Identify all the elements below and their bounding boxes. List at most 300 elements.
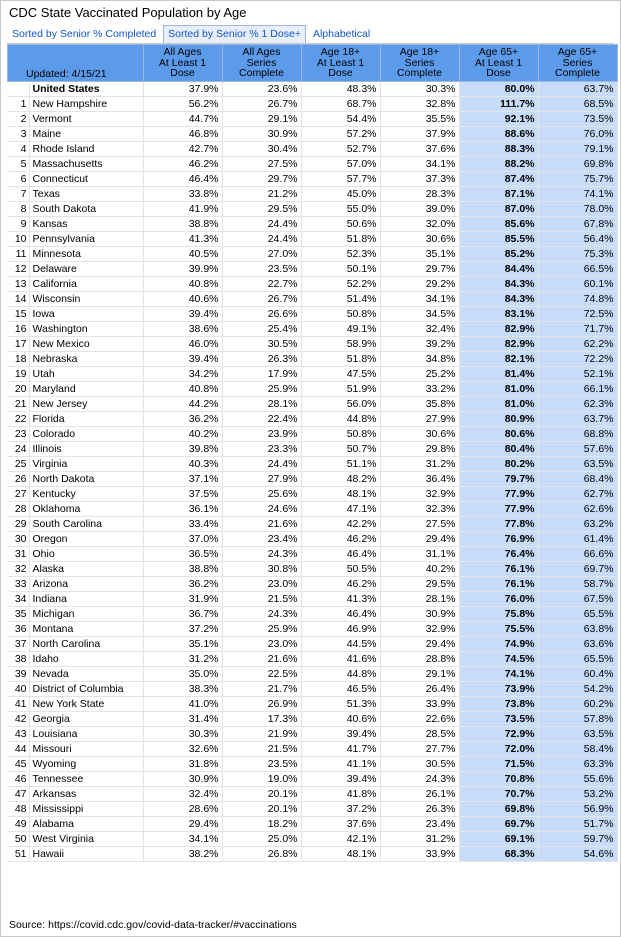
value-cell[interactable]: 26.1%	[380, 787, 459, 802]
value-cell[interactable]: 28.8%	[380, 652, 459, 667]
value-cell[interactable]: 17.3%	[222, 712, 301, 727]
value-cell[interactable]: 76.4%	[459, 547, 538, 562]
value-cell[interactable]: 31.2%	[380, 832, 459, 847]
value-cell[interactable]: 23.4%	[222, 532, 301, 547]
value-cell[interactable]: 39.8%	[143, 442, 222, 457]
value-cell[interactable]: 31.9%	[143, 592, 222, 607]
value-cell[interactable]: 75.7%	[538, 172, 617, 187]
value-cell[interactable]: 69.8%	[538, 157, 617, 172]
rank-cell[interactable]: 2	[8, 112, 30, 127]
value-cell[interactable]: 32.6%	[143, 742, 222, 757]
value-cell[interactable]: 25.9%	[222, 382, 301, 397]
value-cell[interactable]: 80.9%	[459, 412, 538, 427]
state-cell[interactable]: Wyoming	[29, 757, 143, 772]
value-cell[interactable]: 27.5%	[380, 517, 459, 532]
value-cell[interactable]: 80.2%	[459, 457, 538, 472]
rank-cell[interactable]: 3	[8, 127, 30, 142]
value-cell[interactable]: 73.9%	[459, 682, 538, 697]
value-cell[interactable]: 57.2%	[301, 127, 380, 142]
value-cell[interactable]: 63.8%	[538, 622, 617, 637]
rank-cell[interactable]: 8	[8, 202, 30, 217]
value-cell[interactable]: 39.0%	[380, 202, 459, 217]
rank-cell[interactable]: 29	[8, 517, 30, 532]
value-cell[interactable]: 24.4%	[222, 217, 301, 232]
value-cell[interactable]: 73.5%	[459, 712, 538, 727]
value-cell[interactable]: 44.2%	[143, 397, 222, 412]
value-cell[interactable]: 21.5%	[222, 742, 301, 757]
value-cell[interactable]: 52.3%	[301, 247, 380, 262]
value-cell[interactable]: 46.9%	[301, 622, 380, 637]
rank-cell[interactable]: 27	[8, 487, 30, 502]
value-cell[interactable]: 28.1%	[380, 592, 459, 607]
value-cell[interactable]: 39.4%	[143, 352, 222, 367]
value-cell[interactable]: 37.6%	[380, 142, 459, 157]
value-cell[interactable]: 82.1%	[459, 352, 538, 367]
value-cell[interactable]: 70.8%	[459, 772, 538, 787]
value-cell[interactable]: 60.1%	[538, 277, 617, 292]
value-cell[interactable]: 20.1%	[222, 787, 301, 802]
state-cell[interactable]: Pennsylvania	[29, 232, 143, 247]
value-cell[interactable]: 74.5%	[459, 652, 538, 667]
value-cell[interactable]: 27.0%	[222, 247, 301, 262]
value-cell[interactable]: 21.6%	[222, 652, 301, 667]
value-cell[interactable]: 24.3%	[222, 607, 301, 622]
rank-cell[interactable]: 22	[8, 412, 30, 427]
rank-cell[interactable]: 39	[8, 667, 30, 682]
value-cell[interactable]: 88.2%	[459, 157, 538, 172]
value-cell[interactable]: 51.8%	[301, 232, 380, 247]
state-cell[interactable]: Wisconsin	[29, 292, 143, 307]
value-cell[interactable]: 47.1%	[301, 502, 380, 517]
value-cell[interactable]: 49.1%	[301, 322, 380, 337]
value-cell[interactable]: 30.9%	[143, 772, 222, 787]
value-cell[interactable]: 76.0%	[538, 127, 617, 142]
rank-cell[interactable]: 37	[8, 637, 30, 652]
value-cell[interactable]: 33.8%	[143, 187, 222, 202]
value-cell[interactable]: 46.8%	[143, 127, 222, 142]
tab-sorted-by-senior-completed[interactable]: Sorted by Senior % Completed	[7, 25, 161, 43]
value-cell[interactable]: 76.1%	[459, 577, 538, 592]
state-cell[interactable]: Hawaii	[29, 847, 143, 862]
value-cell[interactable]: 30.6%	[380, 427, 459, 442]
value-cell[interactable]: 36.2%	[143, 577, 222, 592]
col-header-all-ages-dose[interactable]: All Ages At Least 1 Dose	[143, 45, 222, 82]
value-cell[interactable]: 46.2%	[301, 577, 380, 592]
value-cell[interactable]: 31.8%	[143, 757, 222, 772]
value-cell[interactable]: 46.2%	[301, 532, 380, 547]
value-cell[interactable]: 80.6%	[459, 427, 538, 442]
value-cell[interactable]: 40.8%	[143, 277, 222, 292]
value-cell[interactable]: 39.4%	[301, 727, 380, 742]
col-header-18-dose[interactable]: Age 18+ At Least 1 Dose	[301, 45, 380, 82]
value-cell[interactable]: 40.8%	[143, 382, 222, 397]
col-header-18-complete[interactable]: Age 18+ Series Complete	[380, 45, 459, 82]
value-cell[interactable]: 33.9%	[380, 847, 459, 862]
value-cell[interactable]: 72.2%	[538, 352, 617, 367]
value-cell[interactable]: 42.1%	[301, 832, 380, 847]
state-cell[interactable]: Iowa	[29, 307, 143, 322]
value-cell[interactable]: 26.4%	[380, 682, 459, 697]
value-cell[interactable]: 24.3%	[380, 772, 459, 787]
rank-cell[interactable]: 26	[8, 472, 30, 487]
value-cell[interactable]: 56.0%	[301, 397, 380, 412]
state-cell[interactable]: United States	[29, 82, 143, 97]
state-cell[interactable]: Louisiana	[29, 727, 143, 742]
value-cell[interactable]: 46.4%	[301, 607, 380, 622]
value-cell[interactable]: 68.3%	[459, 847, 538, 862]
value-cell[interactable]: 62.6%	[538, 502, 617, 517]
value-cell[interactable]: 63.5%	[538, 727, 617, 742]
value-cell[interactable]: 46.0%	[143, 337, 222, 352]
value-cell[interactable]: 77.9%	[459, 502, 538, 517]
state-cell[interactable]: New Jersey	[29, 397, 143, 412]
state-cell[interactable]: Michigan	[29, 607, 143, 622]
state-cell[interactable]: California	[29, 277, 143, 292]
value-cell[interactable]: 40.5%	[143, 247, 222, 262]
value-cell[interactable]: 27.9%	[380, 412, 459, 427]
value-cell[interactable]: 62.3%	[538, 397, 617, 412]
value-cell[interactable]: 31.4%	[143, 712, 222, 727]
value-cell[interactable]: 29.7%	[222, 172, 301, 187]
value-cell[interactable]: 33.9%	[380, 697, 459, 712]
value-cell[interactable]: 42.7%	[143, 142, 222, 157]
value-cell[interactable]: 44.5%	[301, 637, 380, 652]
value-cell[interactable]: 50.6%	[301, 217, 380, 232]
value-cell[interactable]: 40.6%	[301, 712, 380, 727]
value-cell[interactable]: 26.3%	[380, 802, 459, 817]
value-cell[interactable]: 38.2%	[143, 847, 222, 862]
value-cell[interactable]: 26.3%	[222, 352, 301, 367]
value-cell[interactable]: 46.5%	[301, 682, 380, 697]
rank-cell[interactable]	[8, 82, 30, 97]
value-cell[interactable]: 66.6%	[538, 547, 617, 562]
value-cell[interactable]: 35.1%	[143, 637, 222, 652]
value-cell[interactable]: 88.3%	[459, 142, 538, 157]
value-cell[interactable]: 23.5%	[222, 262, 301, 277]
value-cell[interactable]: 34.8%	[380, 352, 459, 367]
value-cell[interactable]: 54.6%	[538, 847, 617, 862]
value-cell[interactable]: 65.5%	[538, 607, 617, 622]
state-cell[interactable]: West Virginia	[29, 832, 143, 847]
value-cell[interactable]: 30.9%	[222, 127, 301, 142]
value-cell[interactable]: 68.7%	[301, 97, 380, 112]
value-cell[interactable]: 24.4%	[222, 457, 301, 472]
value-cell[interactable]: 28.6%	[143, 802, 222, 817]
value-cell[interactable]: 21.2%	[222, 187, 301, 202]
value-cell[interactable]: 79.7%	[459, 472, 538, 487]
value-cell[interactable]: 44.7%	[143, 112, 222, 127]
value-cell[interactable]: 32.9%	[380, 622, 459, 637]
value-cell[interactable]: 50.7%	[301, 442, 380, 457]
state-cell[interactable]: Connecticut	[29, 172, 143, 187]
value-cell[interactable]: 69.8%	[459, 802, 538, 817]
value-cell[interactable]: 56.2%	[143, 97, 222, 112]
value-cell[interactable]: 30.9%	[380, 607, 459, 622]
value-cell[interactable]: 57.6%	[538, 442, 617, 457]
rank-cell[interactable]: 21	[8, 397, 30, 412]
value-cell[interactable]: 85.2%	[459, 247, 538, 262]
value-cell[interactable]: 52.7%	[301, 142, 380, 157]
value-cell[interactable]: 42.2%	[301, 517, 380, 532]
value-cell[interactable]: 29.1%	[222, 112, 301, 127]
value-cell[interactable]: 48.1%	[301, 847, 380, 862]
state-cell[interactable]: Missouri	[29, 742, 143, 757]
value-cell[interactable]: 51.3%	[301, 697, 380, 712]
value-cell[interactable]: 72.5%	[538, 307, 617, 322]
value-cell[interactable]: 41.8%	[301, 787, 380, 802]
value-cell[interactable]: 25.2%	[380, 367, 459, 382]
value-cell[interactable]: 21.6%	[222, 517, 301, 532]
value-cell[interactable]: 58.9%	[301, 337, 380, 352]
rank-cell[interactable]: 10	[8, 232, 30, 247]
value-cell[interactable]: 66.5%	[538, 262, 617, 277]
value-cell[interactable]: 81.0%	[459, 397, 538, 412]
value-cell[interactable]: 35.0%	[143, 667, 222, 682]
value-cell[interactable]: 80.4%	[459, 442, 538, 457]
value-cell[interactable]: 75.3%	[538, 247, 617, 262]
value-cell[interactable]: 60.4%	[538, 667, 617, 682]
state-cell[interactable]: Rhode Island	[29, 142, 143, 157]
rank-cell[interactable]: 43	[8, 727, 30, 742]
state-cell[interactable]: South Dakota	[29, 202, 143, 217]
value-cell[interactable]: 69.7%	[538, 562, 617, 577]
state-cell[interactable]: North Dakota	[29, 472, 143, 487]
rank-cell[interactable]: 5	[8, 157, 30, 172]
value-cell[interactable]: 76.9%	[459, 532, 538, 547]
value-cell[interactable]: 55.0%	[301, 202, 380, 217]
value-cell[interactable]: 32.4%	[380, 322, 459, 337]
rank-cell[interactable]: 4	[8, 142, 30, 157]
value-cell[interactable]: 30.8%	[222, 562, 301, 577]
col-header-all-ages-complete[interactable]: All Ages Series Complete	[222, 45, 301, 82]
value-cell[interactable]: 29.5%	[380, 577, 459, 592]
value-cell[interactable]: 71.5%	[459, 757, 538, 772]
value-cell[interactable]: 37.9%	[380, 127, 459, 142]
value-cell[interactable]: 24.3%	[222, 547, 301, 562]
value-cell[interactable]: 28.1%	[222, 397, 301, 412]
rank-cell[interactable]: 45	[8, 757, 30, 772]
value-cell[interactable]: 41.7%	[301, 742, 380, 757]
state-cell[interactable]: Indiana	[29, 592, 143, 607]
value-cell[interactable]: 30.3%	[143, 727, 222, 742]
value-cell[interactable]: 29.8%	[380, 442, 459, 457]
rank-cell[interactable]: 40	[8, 682, 30, 697]
value-cell[interactable]: 61.4%	[538, 532, 617, 547]
value-cell[interactable]: 44.8%	[301, 667, 380, 682]
value-cell[interactable]: 29.5%	[222, 202, 301, 217]
value-cell[interactable]: 51.9%	[301, 382, 380, 397]
value-cell[interactable]: 57.0%	[301, 157, 380, 172]
state-cell[interactable]: Kansas	[29, 217, 143, 232]
value-cell[interactable]: 69.7%	[459, 817, 538, 832]
state-cell[interactable]: Mississippi	[29, 802, 143, 817]
rank-cell[interactable]: 14	[8, 292, 30, 307]
value-cell[interactable]: 58.7%	[538, 577, 617, 592]
value-cell[interactable]: 24.6%	[222, 502, 301, 517]
value-cell[interactable]: 74.8%	[538, 292, 617, 307]
value-cell[interactable]: 77.8%	[459, 517, 538, 532]
value-cell[interactable]: 59.7%	[538, 832, 617, 847]
rank-cell[interactable]: 11	[8, 247, 30, 262]
value-cell[interactable]: 39.4%	[301, 772, 380, 787]
value-cell[interactable]: 84.3%	[459, 292, 538, 307]
value-cell[interactable]: 32.0%	[380, 217, 459, 232]
value-cell[interactable]: 77.9%	[459, 487, 538, 502]
value-cell[interactable]: 63.7%	[538, 412, 617, 427]
rank-cell[interactable]: 24	[8, 442, 30, 457]
state-cell[interactable]: New Mexico	[29, 337, 143, 352]
value-cell[interactable]: 57.8%	[538, 712, 617, 727]
value-cell[interactable]: 82.9%	[459, 337, 538, 352]
value-cell[interactable]: 57.7%	[301, 172, 380, 187]
value-cell[interactable]: 34.2%	[143, 367, 222, 382]
value-cell[interactable]: 76.0%	[459, 592, 538, 607]
value-cell[interactable]: 30.4%	[222, 142, 301, 157]
value-cell[interactable]: 35.1%	[380, 247, 459, 262]
value-cell[interactable]: 37.0%	[143, 532, 222, 547]
value-cell[interactable]: 31.1%	[380, 547, 459, 562]
value-cell[interactable]: 36.2%	[143, 412, 222, 427]
state-cell[interactable]: North Carolina	[29, 637, 143, 652]
value-cell[interactable]: 52.2%	[301, 277, 380, 292]
value-cell[interactable]: 35.5%	[380, 112, 459, 127]
value-cell[interactable]: 33.4%	[143, 517, 222, 532]
rank-cell[interactable]: 30	[8, 532, 30, 547]
value-cell[interactable]: 56.9%	[538, 802, 617, 817]
value-cell[interactable]: 73.8%	[459, 697, 538, 712]
rank-cell[interactable]: 19	[8, 367, 30, 382]
value-cell[interactable]: 56.4%	[538, 232, 617, 247]
value-cell[interactable]: 23.6%	[222, 82, 301, 97]
value-cell[interactable]: 27.7%	[380, 742, 459, 757]
value-cell[interactable]: 37.2%	[301, 802, 380, 817]
rank-cell[interactable]: 31	[8, 547, 30, 562]
value-cell[interactable]: 38.3%	[143, 682, 222, 697]
rank-cell[interactable]: 23	[8, 427, 30, 442]
value-cell[interactable]: 34.1%	[380, 292, 459, 307]
value-cell[interactable]: 53.2%	[538, 787, 617, 802]
state-cell[interactable]: Texas	[29, 187, 143, 202]
state-cell[interactable]: District of Columbia	[29, 682, 143, 697]
rank-cell[interactable]: 34	[8, 592, 30, 607]
value-cell[interactable]: 84.3%	[459, 277, 538, 292]
value-cell[interactable]: 26.8%	[222, 847, 301, 862]
value-cell[interactable]: 75.5%	[459, 622, 538, 637]
value-cell[interactable]: 31.2%	[143, 652, 222, 667]
value-cell[interactable]: 87.4%	[459, 172, 538, 187]
value-cell[interactable]: 32.9%	[380, 487, 459, 502]
rank-cell[interactable]: 49	[8, 817, 30, 832]
state-cell[interactable]: New York State	[29, 697, 143, 712]
rank-cell[interactable]: 32	[8, 562, 30, 577]
value-cell[interactable]: 38.8%	[143, 217, 222, 232]
value-cell[interactable]: 83.1%	[459, 307, 538, 322]
value-cell[interactable]: 37.5%	[143, 487, 222, 502]
rank-cell[interactable]: 25	[8, 457, 30, 472]
value-cell[interactable]: 34.1%	[380, 157, 459, 172]
value-cell[interactable]: 67.8%	[538, 217, 617, 232]
rank-cell[interactable]: 38	[8, 652, 30, 667]
value-cell[interactable]: 55.6%	[538, 772, 617, 787]
state-cell[interactable]: Florida	[29, 412, 143, 427]
value-cell[interactable]: 32.3%	[380, 502, 459, 517]
value-cell[interactable]: 29.7%	[380, 262, 459, 277]
rank-cell[interactable]: 44	[8, 742, 30, 757]
value-cell[interactable]: 22.5%	[222, 667, 301, 682]
value-cell[interactable]: 22.7%	[222, 277, 301, 292]
col-header-65-complete[interactable]: Age 65+ Series Complete	[538, 45, 617, 82]
value-cell[interactable]: 19.0%	[222, 772, 301, 787]
value-cell[interactable]: 85.5%	[459, 232, 538, 247]
value-cell[interactable]: 46.4%	[301, 547, 380, 562]
value-cell[interactable]: 30.5%	[380, 757, 459, 772]
state-cell[interactable]: Vermont	[29, 112, 143, 127]
value-cell[interactable]: 33.2%	[380, 382, 459, 397]
value-cell[interactable]: 26.6%	[222, 307, 301, 322]
value-cell[interactable]: 23.5%	[222, 757, 301, 772]
value-cell[interactable]: 72.9%	[459, 727, 538, 742]
value-cell[interactable]: 51.1%	[301, 457, 380, 472]
state-cell[interactable]: Illinois	[29, 442, 143, 457]
value-cell[interactable]: 28.3%	[380, 187, 459, 202]
state-cell[interactable]: Oklahoma	[29, 502, 143, 517]
rank-cell[interactable]: 35	[8, 607, 30, 622]
state-cell[interactable]: Kentucky	[29, 487, 143, 502]
state-cell[interactable]: Massachusetts	[29, 157, 143, 172]
value-cell[interactable]: 25.9%	[222, 622, 301, 637]
value-cell[interactable]: 65.5%	[538, 652, 617, 667]
rank-cell[interactable]: 33	[8, 577, 30, 592]
value-cell[interactable]: 88.6%	[459, 127, 538, 142]
value-cell[interactable]: 111.7%	[459, 97, 538, 112]
value-cell[interactable]: 63.6%	[538, 637, 617, 652]
state-cell[interactable]: Maine	[29, 127, 143, 142]
rank-cell[interactable]: 17	[8, 337, 30, 352]
rank-cell[interactable]: 13	[8, 277, 30, 292]
value-cell[interactable]: 32.4%	[143, 787, 222, 802]
value-cell[interactable]: 47.5%	[301, 367, 380, 382]
value-cell[interactable]: 40.3%	[143, 457, 222, 472]
state-cell[interactable]: Washington	[29, 322, 143, 337]
value-cell[interactable]: 29.4%	[143, 817, 222, 832]
value-cell[interactable]: 92.1%	[459, 112, 538, 127]
rank-cell[interactable]: 6	[8, 172, 30, 187]
value-cell[interactable]: 39.2%	[380, 337, 459, 352]
value-cell[interactable]: 41.9%	[143, 202, 222, 217]
value-cell[interactable]: 48.2%	[301, 472, 380, 487]
tab-alphabetical[interactable]: Alphabetical	[308, 25, 375, 43]
state-cell[interactable]: Maryland	[29, 382, 143, 397]
value-cell[interactable]: 23.9%	[222, 427, 301, 442]
value-cell[interactable]: 39.4%	[143, 307, 222, 322]
value-cell[interactable]: 52.1%	[538, 367, 617, 382]
value-cell[interactable]: 73.5%	[538, 112, 617, 127]
value-cell[interactable]: 41.6%	[301, 652, 380, 667]
value-cell[interactable]: 76.1%	[459, 562, 538, 577]
value-cell[interactable]: 28.5%	[380, 727, 459, 742]
rank-cell[interactable]: 1	[8, 97, 30, 112]
value-cell[interactable]: 85.6%	[459, 217, 538, 232]
rank-cell[interactable]: 50	[8, 832, 30, 847]
value-cell[interactable]: 74.1%	[459, 667, 538, 682]
state-cell[interactable]: Oregon	[29, 532, 143, 547]
value-cell[interactable]: 84.4%	[459, 262, 538, 277]
value-cell[interactable]: 39.9%	[143, 262, 222, 277]
rank-cell[interactable]: 12	[8, 262, 30, 277]
value-cell[interactable]: 63.2%	[538, 517, 617, 532]
value-cell[interactable]: 87.1%	[459, 187, 538, 202]
value-cell[interactable]: 51.8%	[301, 352, 380, 367]
